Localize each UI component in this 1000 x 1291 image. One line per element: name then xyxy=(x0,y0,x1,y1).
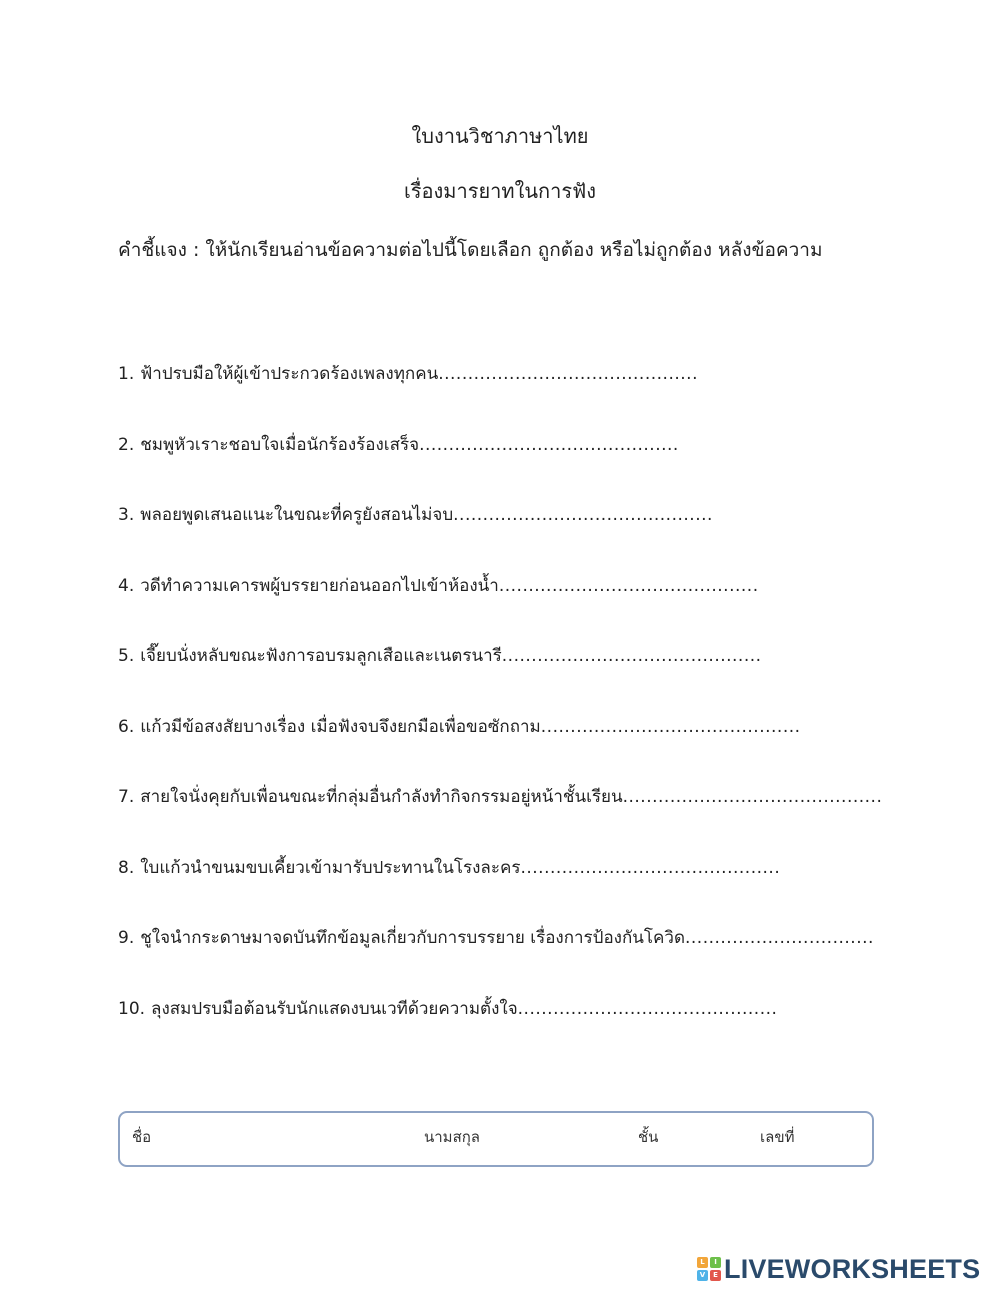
question-item: 9. ชูใจนำกระดาษมาจดบันทึกข้อมูลเกี่ยวกับการบรรยาย เรื่องการป้องกันโควิด................................ xyxy=(118,928,874,948)
answer-blank[interactable]: ............................................ xyxy=(517,998,778,1019)
question-item: 6. แก้วมีข้อสงสัยบางเรื่อง เมื่อฟังจบจึงยกมือเพื่อขอซักถาม............................................ xyxy=(118,716,801,737)
question-item: 10. ลุงสมปรบมือต้อนรับนักแสดงบนเวทีด้วยความตั้งใจ............................................ xyxy=(118,998,778,1019)
question-item: 7. สายใจนั่งคุยกับเพื่อนขณะที่กลุ่มอื่นกำลังทำกิจกรรมอยู่หน้าชั้นเรียน............................................ xyxy=(118,787,883,807)
logo-text: LIVEWORKSHEETS xyxy=(724,1254,981,1284)
logo-mark-icon: L I V E xyxy=(697,1257,721,1281)
answer-blank[interactable]: ............................................ xyxy=(501,646,762,666)
question-text: ฟ้าปรบมือให้ผู้เข้าประกวดร้องเพลงทุกคน xyxy=(140,364,439,384)
question-text: วดีทำความเคารพผู้บรรยายก่อนออกไปเข้าห้องน้ำ xyxy=(140,575,499,596)
answer-blank[interactable]: ............................................ xyxy=(540,716,801,737)
worksheet-subtitle: เรื่องมารยาทในการฟัง xyxy=(403,179,597,203)
question-text: ชูใจนำกระดาษมาจดบันทึกข้อมูลเกี่ยวกับการบรรยาย เรื่องการป้องกันโควิด xyxy=(140,928,685,948)
question-text: สายใจนั่งคุยกับเพื่อนขณะที่กลุ่มอื่นกำลังทำกิจกรรมอยู่หน้าชั้นเรียน xyxy=(140,787,623,807)
question-text: ลุงสมปรบมือต้อนรับนักแสดงบนเวทีด้วยความตั้งใจ xyxy=(151,998,518,1019)
question-text: เจี๊ยบนั่งหลับขณะฟังการอบรมลูกเสือและเนตรนารี xyxy=(140,646,502,666)
question-item: 4. วดีทำความเคารพผู้บรรยายก่อนออกไปเข้าห้องน้ำ............................................ xyxy=(118,575,759,596)
question-text: ใบแก้วนำขนมขบเคี้ยวเข้ามารับประทานในโรงละคร xyxy=(140,857,521,878)
student-info-box xyxy=(118,1111,874,1167)
question-list xyxy=(118,360,882,1065)
question-item: 5. เจี๊ยบนั่งหลับขณะฟังการอบรมลูกเสือและเนตรนารี............................................ xyxy=(118,646,762,666)
class-label: ชั้น xyxy=(638,1128,659,1146)
question-text: แก้วมีข้อสงสัยบางเรื่อง เมื่อฟังจบจึงยกมือเพื่อขอซักถาม xyxy=(140,716,541,737)
question-item: 2. ชมพูหัวเราะชอบใจเมื่อนักร้องร้องเสร็จ............................................ xyxy=(118,434,679,455)
answer-blank[interactable]: ............................................ xyxy=(622,787,883,807)
answer-blank[interactable]: ............................................ xyxy=(453,505,713,525)
question-item: 8. ใบแก้วนำขนมขบเคี้ยวเข้ามารับประทานในโรงละคร............................................ xyxy=(118,857,781,878)
question-item: 1. ฟ้าปรบมือให้ผู้เข้าประกวดร้องเพลงทุกคน............................................ xyxy=(118,364,698,384)
answer-blank[interactable]: ................................ xyxy=(684,928,874,948)
answer-blank[interactable]: ............................................ xyxy=(438,364,698,384)
answer-blank[interactable]: ............................................ xyxy=(419,434,679,455)
worksheet-title: ใบงานวิชาภาษาไทย xyxy=(411,124,589,148)
liveworksheets-logo xyxy=(697,1254,980,1284)
number-label: เลขที่ xyxy=(760,1128,795,1146)
instructions: คำชี้แจง : ให้นักเรียนอ่านข้อความต่อไปนี้โดยเลือก ถูกต้อง หรือไม่ถูกต้อง หลังข้อความ xyxy=(118,239,823,261)
surname-label: นามสกุล xyxy=(424,1128,480,1146)
question-text: ชมพูหัวเราะชอบใจเมื่อนักร้องร้องเสร็จ xyxy=(140,434,420,455)
name-label: ชื่อ xyxy=(132,1128,152,1146)
question-text: พลอยพูดเสนอแนะในขณะที่ครูยังสอนไม่จบ xyxy=(140,505,454,525)
question-item: 3. พลอยพูดเสนอแนะในขณะที่ครูยังสอนไม่จบ............................................ xyxy=(118,505,713,525)
answer-blank[interactable]: ............................................ xyxy=(498,575,759,596)
answer-blank[interactable]: ............................................ xyxy=(520,857,781,878)
